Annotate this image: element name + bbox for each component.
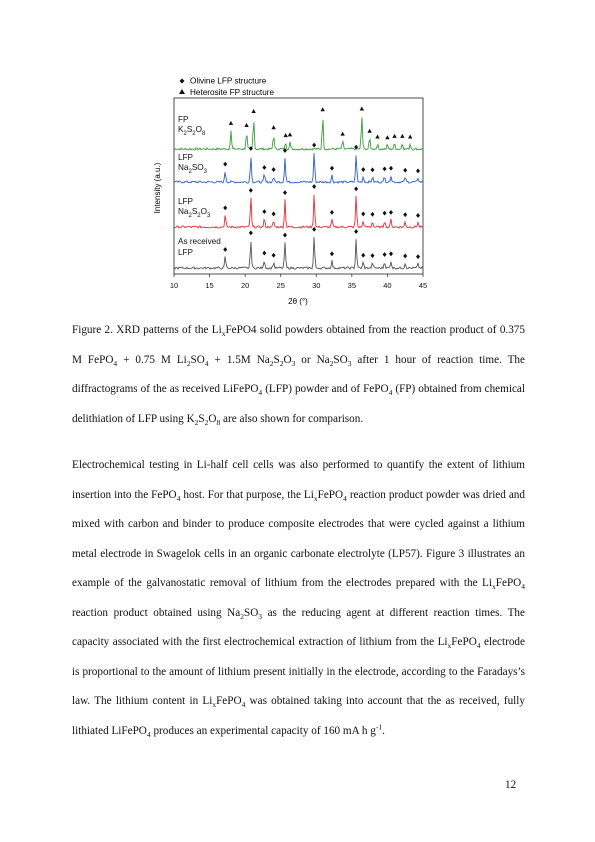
xrd-pattern-line (174, 117, 423, 150)
olivine-peak-marker-icon (361, 167, 365, 172)
heterosite-peak-marker-icon (271, 125, 275, 129)
olivine-peak-marker-icon (223, 247, 227, 252)
x-tick-label: 40 (383, 281, 392, 290)
series-label-na2so3-line1: LFP (178, 153, 194, 162)
heterosite-peak-marker-icon (408, 135, 412, 139)
olivine-peak-marker-icon (330, 251, 334, 256)
plot-frame (174, 98, 423, 274)
olivine-peak-marker-icon (262, 209, 266, 214)
olivine-peak-marker-icon (389, 251, 393, 256)
olivine-peak-marker-icon (312, 184, 316, 189)
series-label-na2so3-line2: $Na_2SO_3$ (178, 163, 207, 175)
olivine-peak-marker-icon (330, 210, 334, 215)
series-label-as-received-line2: LFP (178, 248, 194, 257)
xrd-figure (148, 70, 438, 310)
olivine-peak-marker-icon (262, 165, 266, 170)
olivine-peak-marker-icon (312, 227, 316, 232)
olivine-peak-marker-icon (283, 233, 287, 238)
olivine-peak-marker-icon (354, 186, 358, 191)
series-label-fp-line2: $K_2S_2O_8$ (178, 125, 206, 137)
heterosite-peak-marker-icon (288, 132, 292, 136)
page-number: 12 (505, 779, 517, 791)
olivine-peak-marker-icon (354, 229, 358, 234)
olivine-peak-marker-icon (403, 254, 407, 259)
heterosite-peak-marker-icon (360, 106, 364, 110)
olivine-peak-marker-icon (223, 162, 227, 167)
olivine-peak-marker-icon (370, 253, 374, 258)
olivine-peak-marker-icon (272, 212, 276, 217)
legend-heterosite-label: Heterosite FP structure (190, 88, 275, 97)
figure-caption: Figure 2. XRD patterns of the $Li_xFePO4$ solid powders obtained from the reaction product of 0.375 M FePO$_4$ + 0.75 M $Li_2SO_4 + 1.5M$ $Na_2S_2O_3$ or $Na_2SO_3$ after 1 hour of reaction time. The diffractograms of the as received LiFePO$_4$ (LFP) powder and of FePO$_4$ (FP) obtained from chemical delithiation of LFP using $K_2S_2O_8$ are also shown for comparison. (72, 324, 525, 427)
olivine-peak-marker-icon (389, 166, 393, 171)
svg-text:FP (178, 115, 189, 124)
heterosite-peak-marker-icon (375, 135, 379, 139)
olivine-peak-marker-icon (416, 213, 420, 218)
x-tick-label: 45 (418, 281, 428, 290)
heterosite-marker-icon (179, 89, 185, 94)
heterosite-peak-marker-icon (385, 135, 389, 139)
xrd-pattern-line (174, 195, 423, 228)
x-axis (170, 274, 427, 290)
olivine-peak-marker-icon (370, 168, 374, 173)
olivine-peak-marker-icon (383, 166, 387, 171)
heterosite-peak-marker-icon (400, 134, 404, 138)
x-tick-label: 30 (312, 281, 321, 290)
olivine-peak-marker-icon (361, 212, 365, 217)
heterosite-peak-marker-icon (283, 133, 287, 137)
olivine-peak-marker-icon (383, 211, 387, 216)
olivine-peak-marker-icon (272, 253, 276, 258)
olivine-peak-marker-icon (312, 143, 316, 148)
olivine-peak-marker-icon (249, 188, 253, 193)
heterosite-peak-marker-icon (320, 107, 324, 111)
heterosite-peak-marker-icon (367, 129, 371, 133)
olivine-peak-marker-icon (416, 169, 420, 174)
y-axis-label: Intensity (a.u.) (153, 162, 162, 214)
series-label-as-received-line1: As received (178, 237, 221, 246)
body-paragraph: Electrochemical testing in Li-half cell cells was also performed to quantify the extent of lithium insertion into the FePO$_4$ host. For that purpose, the $Li_xFePO_4$ reaction product powder was dried and mixed with carbon and binder to produce composite electrodes that were cycled against a lithium metal electrode in Swagelok cells in an organic carbonate electrolyte (LP57). Figure 3 illustrates an example of the galvanostatic removal of lithium from the electrodes prepared with the $Li_xFePO_4$ reaction product obtained using $Na_2SO_3$ as the reducing agent at different reaction times. The capacity associated with the first electrochemical extraction of lithium from the $Li_xFePO_4$ electrode is proportional to the amount of lithium present initially in the electrode, according to the Faradays’s law. The lithium content in $Li_xFePO_4$ was obtained taking into account that the as received, fully lithiated LiFePO$_4$ produces an experimental capacity of 160 mA h $g^{-1}$. (72, 459, 525, 739)
legend-olivine-label: Olivine LFP structure (190, 76, 267, 86)
x-tick-label: 10 (169, 281, 179, 290)
olivine-peak-marker-icon (416, 254, 420, 259)
olivine-peak-marker-icon (403, 168, 407, 173)
olivine-peak-marker-icon (249, 231, 253, 236)
heterosite-peak-marker-icon (229, 121, 233, 125)
olivine-peak-marker-icon (262, 251, 266, 256)
olivine-peak-marker-icon (361, 253, 365, 258)
series-label-na2s2o3-line2: $Na_2S_2O_3$ (178, 207, 211, 219)
series-label-fp-line1: FP (178, 115, 189, 124)
olivine-peak-marker-icon (370, 212, 374, 217)
x-tick-label: 25 (276, 281, 285, 290)
heterosite-peak-marker-icon (251, 109, 255, 113)
x-tick-label: 35 (347, 281, 357, 290)
svg-text:LFP (178, 153, 194, 162)
olivine-peak-marker-icon (330, 166, 334, 171)
series-label-na2s2o3-line1: LFP (178, 197, 194, 206)
x-axis-label: 2θ (°) (288, 297, 308, 306)
heterosite-peak-marker-icon (392, 134, 396, 138)
svg-text:As received (178, 237, 221, 246)
olivine-peak-marker-icon (283, 190, 287, 195)
olivine-peak-marker-icon (389, 210, 393, 215)
x-tick-label: 15 (205, 281, 214, 290)
heterosite-peak-marker-icon (244, 123, 248, 127)
x-tick-label: 20 (240, 281, 250, 290)
olivine-peak-marker-icon (383, 252, 387, 257)
olivine-peak-marker-icon (223, 205, 227, 210)
olivine-marker-icon (180, 79, 185, 84)
olivine-peak-marker-icon (272, 167, 276, 172)
svg-text:LFP (178, 197, 194, 206)
heterosite-peak-marker-icon (340, 132, 344, 136)
series-labels (178, 115, 221, 257)
olivine-peak-marker-icon (403, 212, 407, 217)
